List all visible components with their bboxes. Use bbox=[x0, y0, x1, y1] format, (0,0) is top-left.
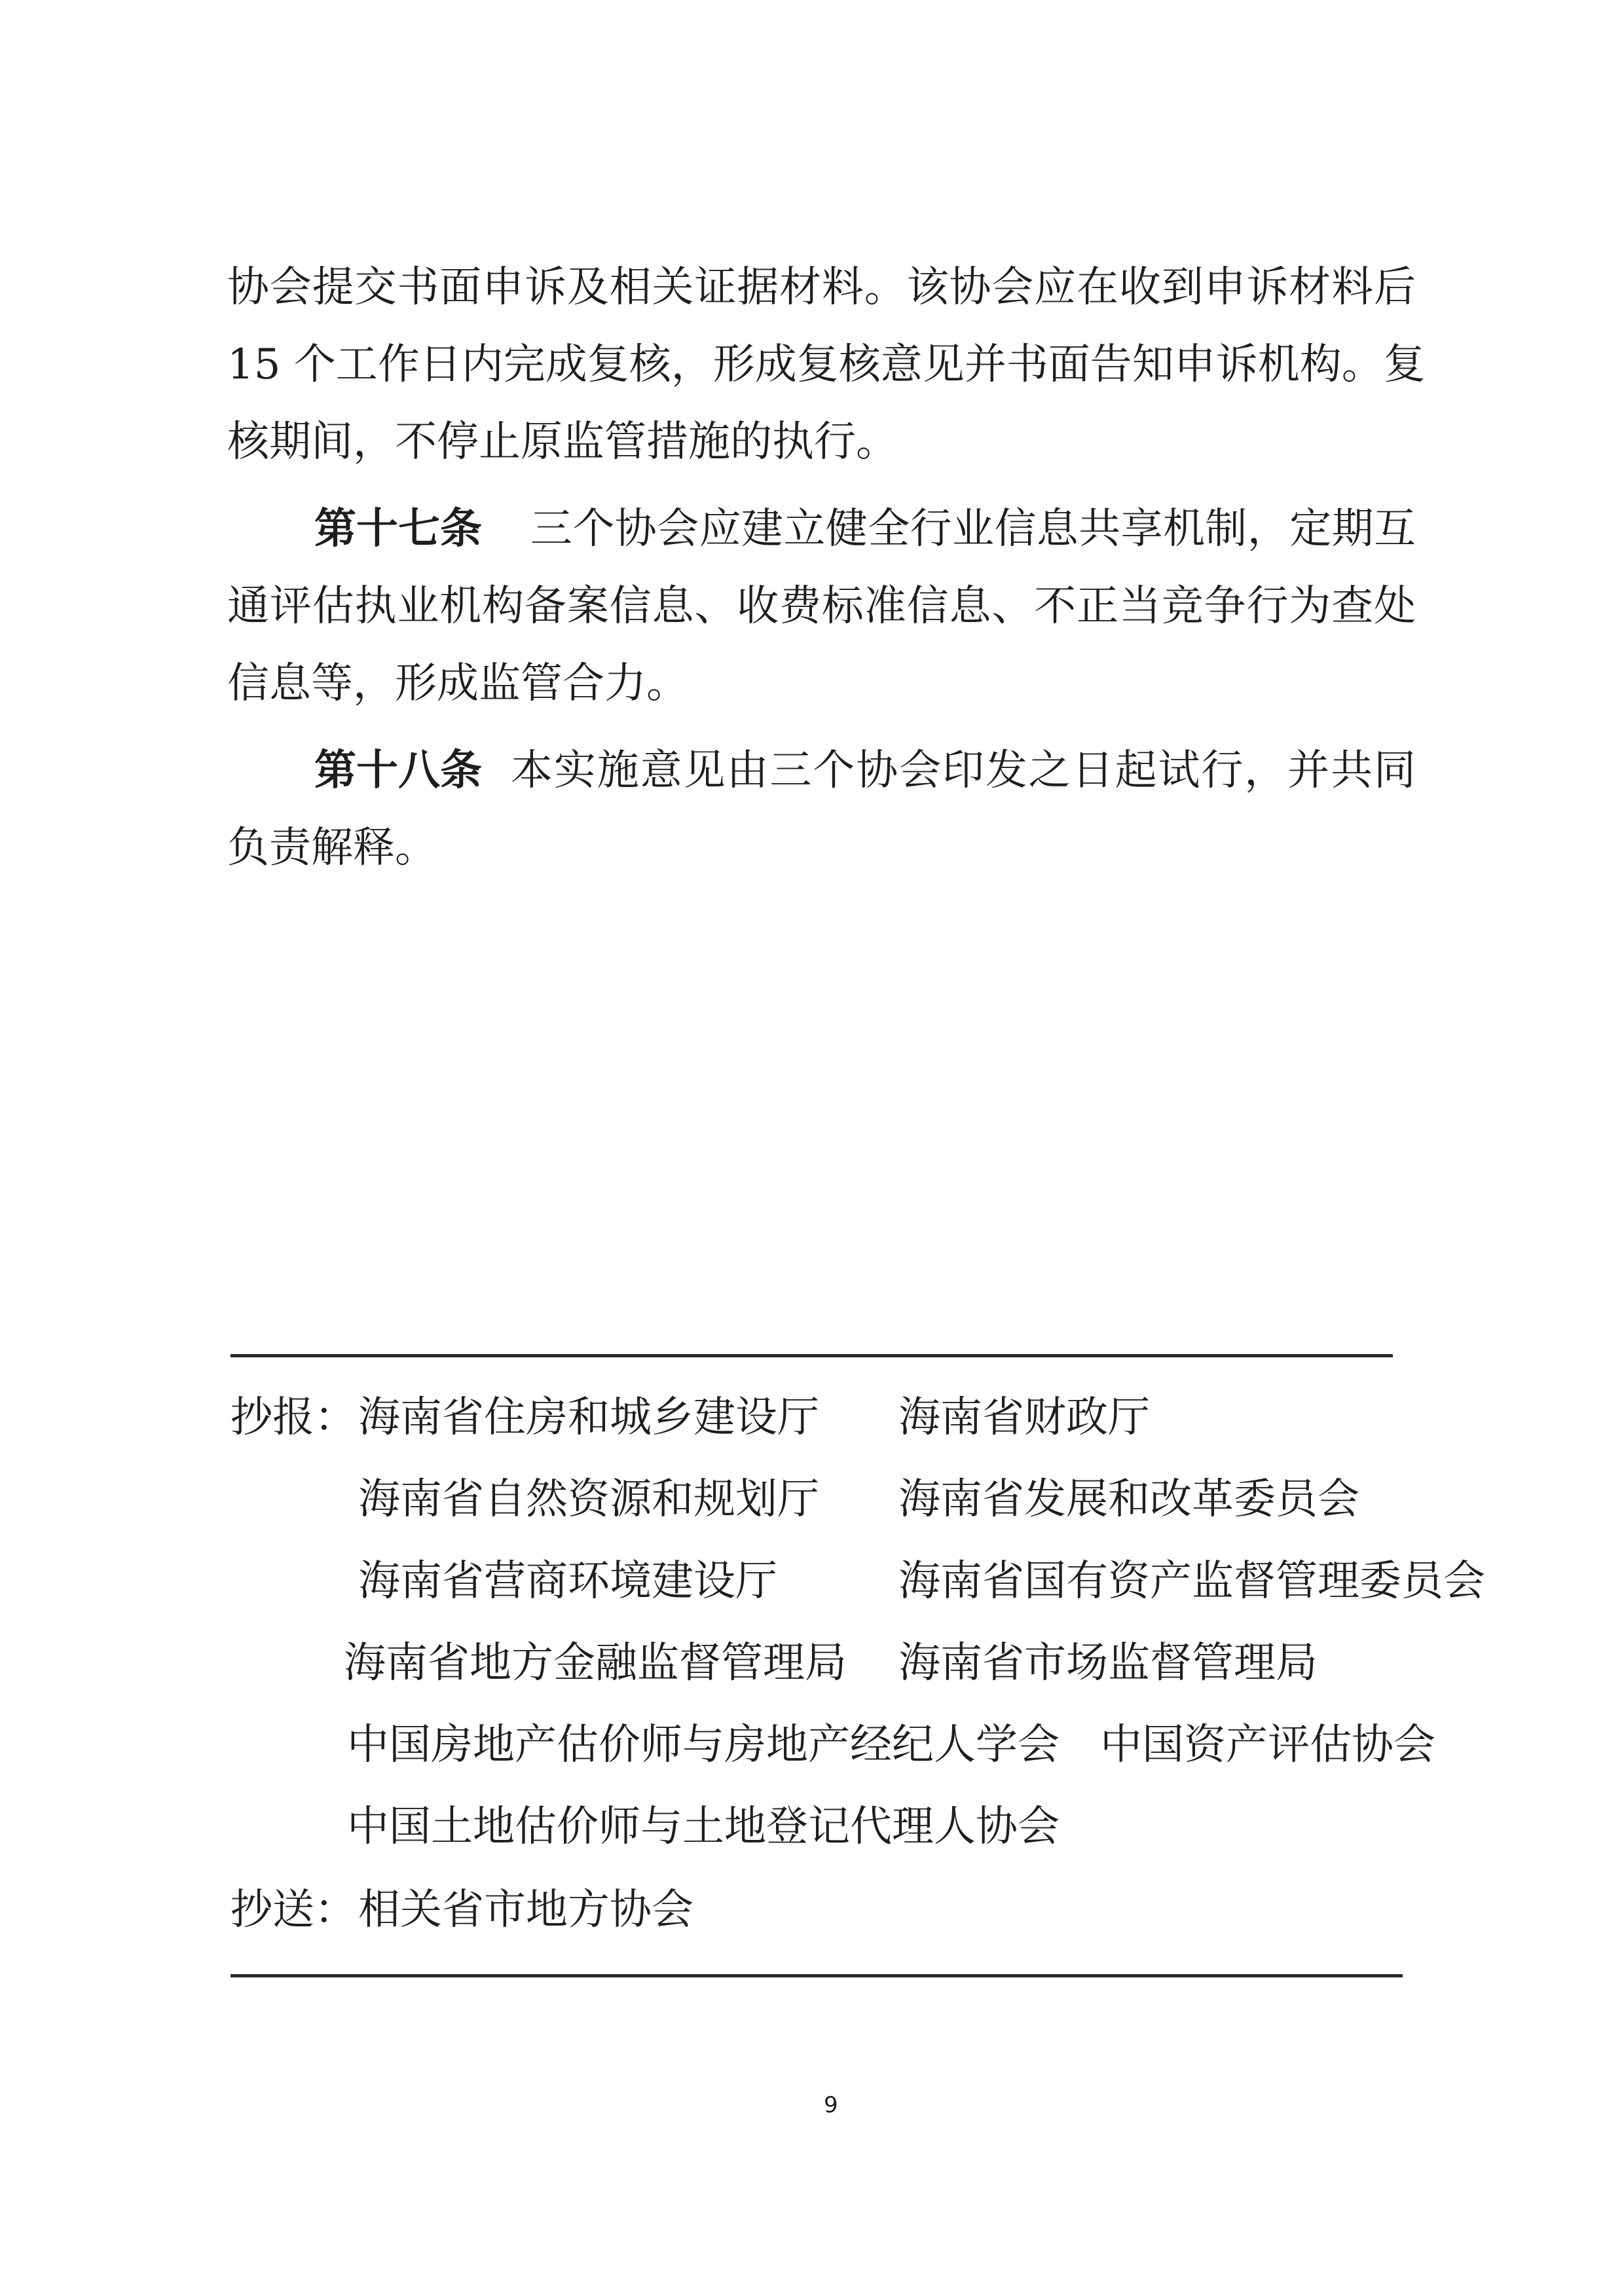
recipient-financial-supervision-bureau: 海南省地方金融监督管理局 bbox=[344, 1639, 847, 1687]
body-line-2: 15 个工作日内完成复核，形成复核意见并书面告知申诉机构。复 bbox=[227, 340, 1426, 389]
body-line-3: 核期间，不停止原监管措施的执行。 bbox=[227, 418, 898, 466]
recipient-natural-resources-dept: 海南省自然资源和规划厅 bbox=[358, 1475, 819, 1524]
recipient-real-estate-appraisers-society: 中国房地产估价师与房地产经纪人学会 bbox=[347, 1721, 1060, 1769]
top-divider bbox=[231, 1354, 1393, 1357]
recipient-asset-appraisal-association: 中国资产评估协会 bbox=[1100, 1721, 1435, 1769]
recipient-state-assets-commission: 海南省国有资产监督管理委员会 bbox=[898, 1557, 1485, 1606]
cc-send-recipient: 相关省市地方协会 bbox=[358, 1886, 693, 1934]
recipient-land-appraisers-association: 中国土地估价师与土地登记代理人协会 bbox=[347, 1803, 1060, 1851]
article-18-line-2: 负责解释。 bbox=[227, 824, 437, 872]
body-line-1: 协会提交书面申诉及相关证据材料。该协会应在收到申诉材料后 bbox=[227, 263, 1416, 312]
recipient-market-supervision-bureau: 海南省市场监督管理局 bbox=[898, 1639, 1318, 1687]
page-number: 9 bbox=[824, 2092, 838, 2118]
recipient-housing-dept: 海南省住房和城乡建设厅 bbox=[358, 1393, 819, 1442]
article-18-line-1: 本实施意见由三个协会印发之日起试行，并共同 bbox=[511, 746, 1416, 795]
bottom-divider bbox=[231, 1974, 1403, 1977]
article-18-heading: 第十八条 bbox=[314, 746, 482, 795]
cc-send-label: 抄送： bbox=[231, 1886, 356, 1934]
recipient-development-commission: 海南省发展和改革委员会 bbox=[898, 1475, 1359, 1524]
article-17-heading: 第十七条 bbox=[314, 504, 482, 553]
article-17-line-1: 三个协会应建立健全行业信息共享机制，定期互 bbox=[530, 505, 1416, 553]
article-17-line-3: 信息等，形成监管合力。 bbox=[227, 659, 688, 708]
recipient-business-environment-dept: 海南省营商环境建设厅 bbox=[358, 1557, 777, 1606]
recipient-finance-dept: 海南省财政厅 bbox=[898, 1393, 1150, 1442]
cc-report-label: 抄报： bbox=[231, 1393, 356, 1442]
article-17-line-2: 通评估执业机构备案信息、收费标准信息、不正当竞争行为查处 bbox=[227, 582, 1416, 631]
